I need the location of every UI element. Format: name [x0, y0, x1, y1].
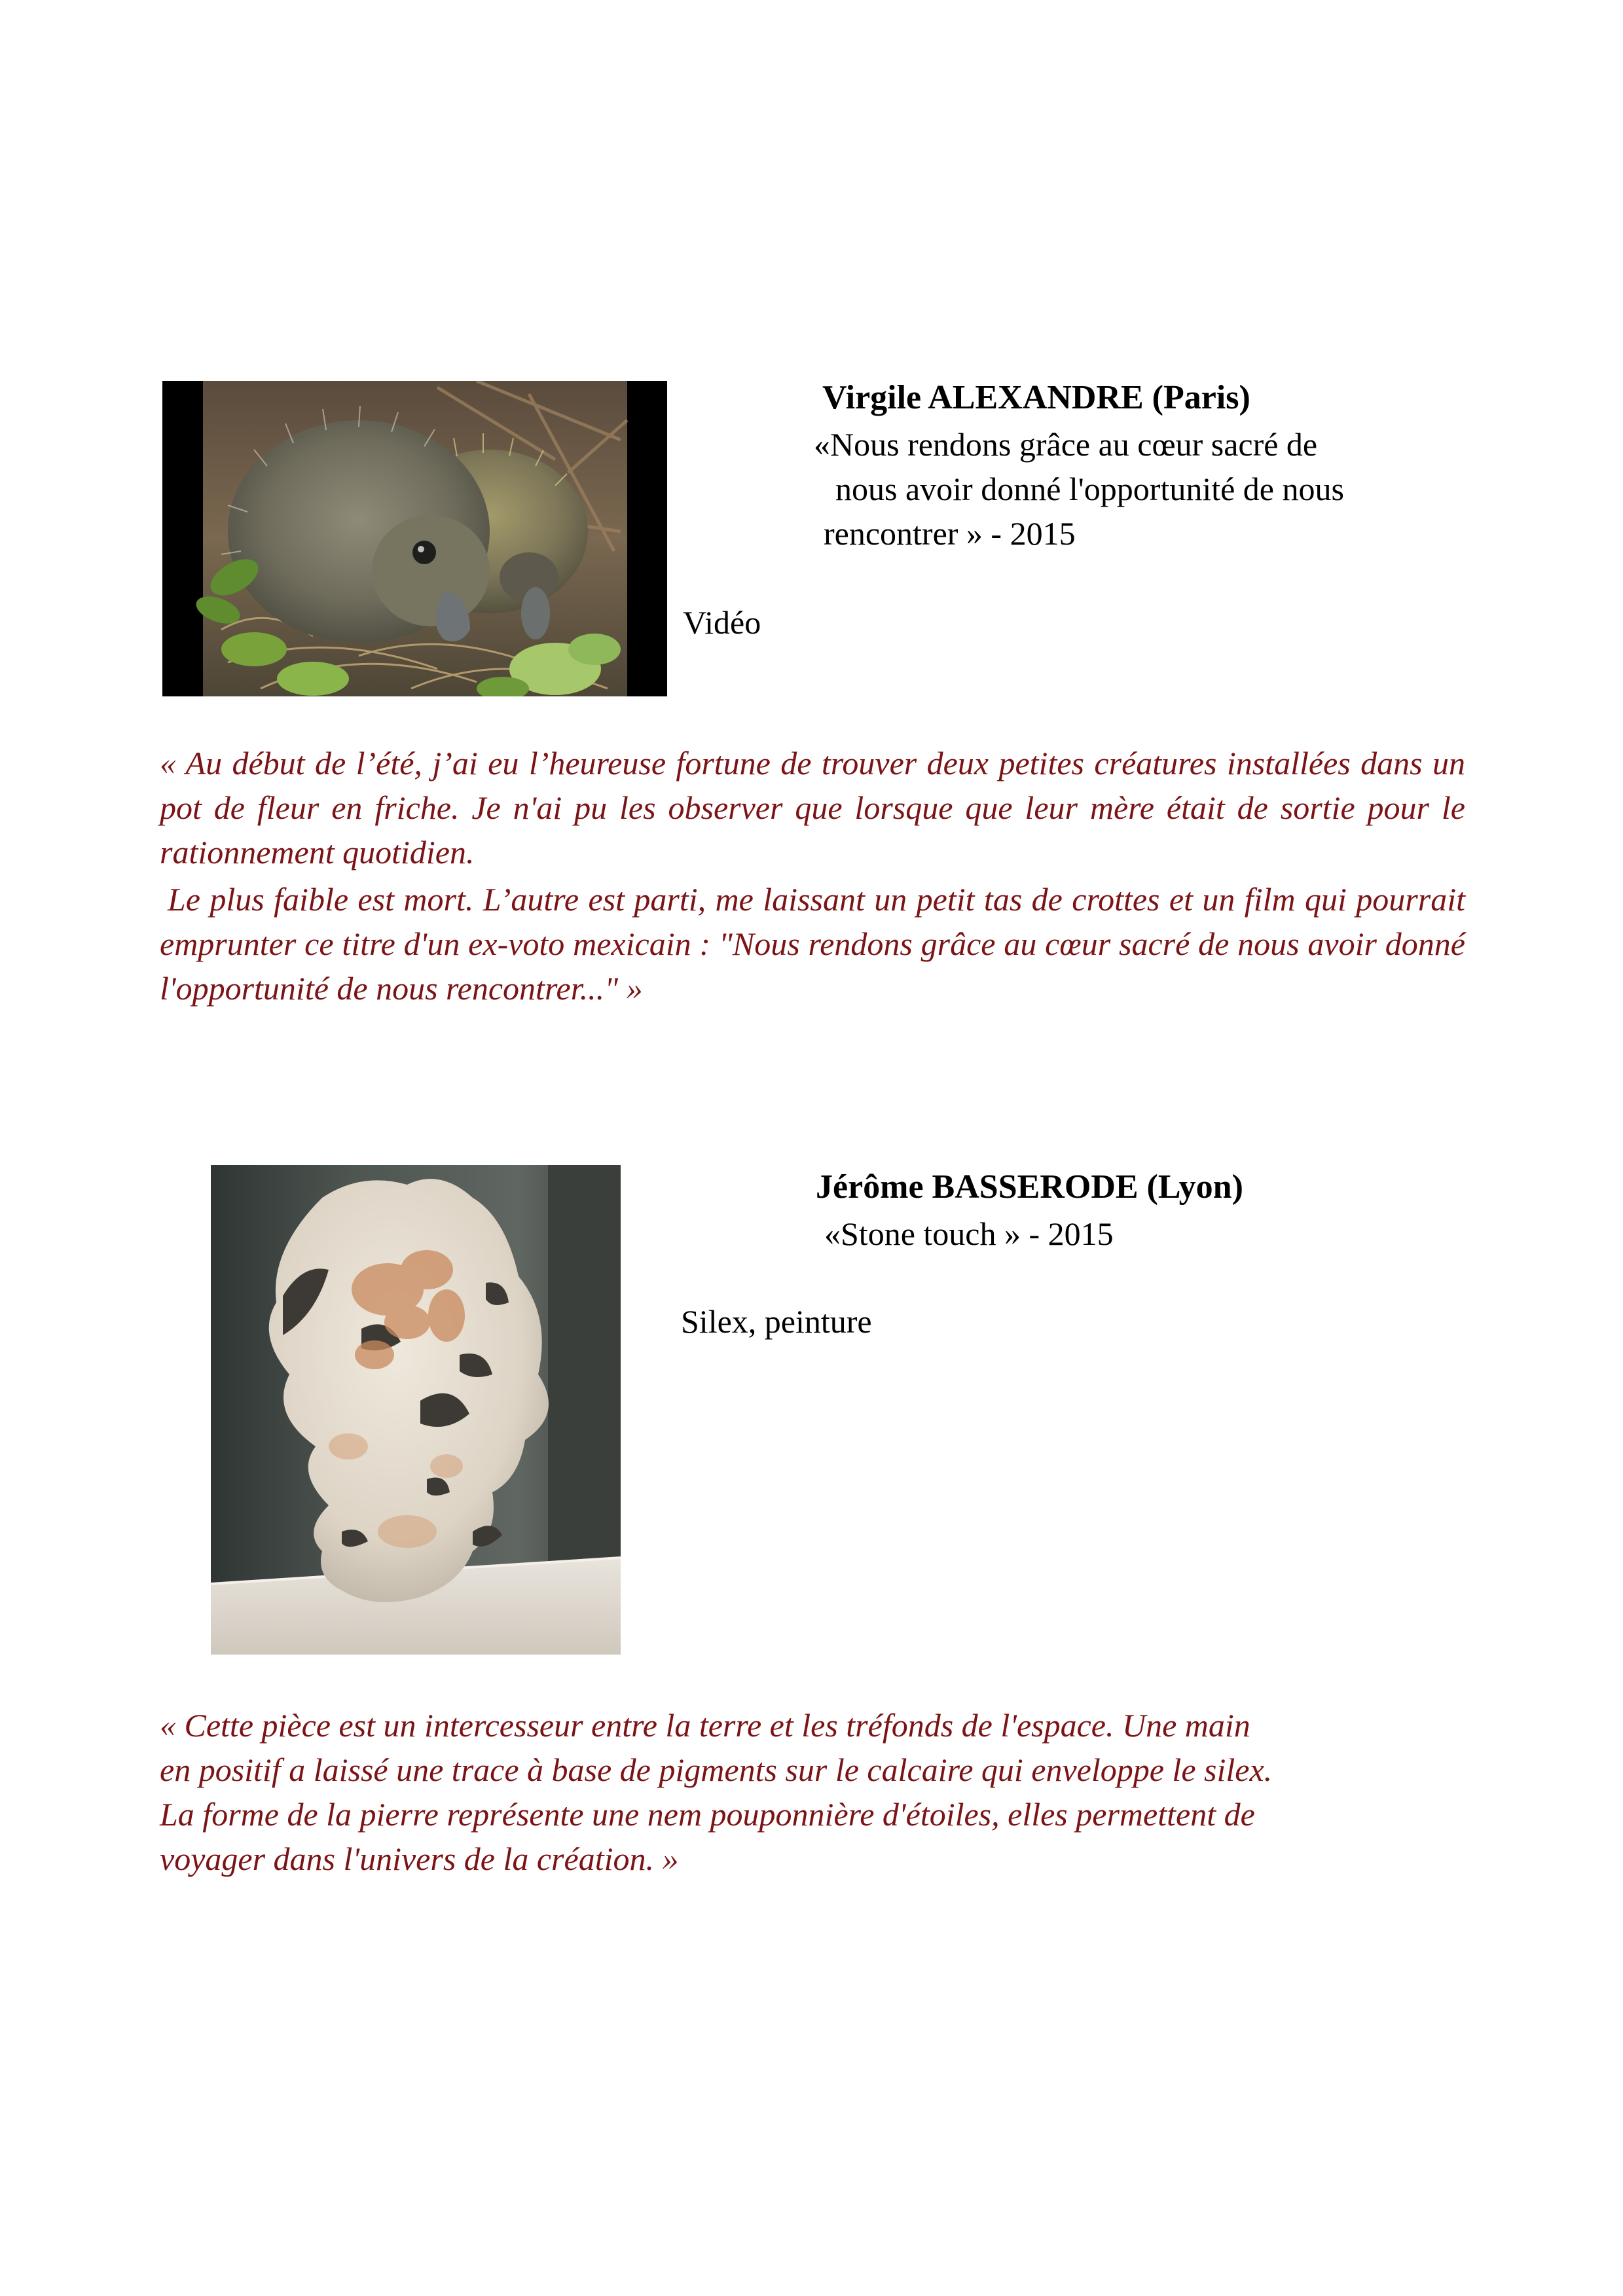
work-title-line-2: nous avoir donné l'opportunité de nous	[835, 471, 1344, 507]
statement-paragraph-2: Le plus faible est mort. L’autre est parti, me laissant un petit tas de crottes et un film qui pourrait emprunter ce titre d'un ex-voto mexicain : "Nous rendons grâce au cœur sacré de nous avoir donné l'opportunité de nous rencontrer..." »	[160, 881, 1465, 1007]
flint-sculpture-photo	[211, 1165, 621, 1655]
work-title-stone-touch: «Stone touch » - 2015	[824, 1215, 1114, 1252]
work-medium-silex: Silex, peinture	[681, 1303, 872, 1340]
artist-statement-basserode	[160, 1703, 1502, 1881]
artist-statement-alexandre	[160, 741, 1465, 1011]
work-title-line-3: rencontrer » - 2015	[824, 515, 1076, 552]
work-medium-video: Vidéo	[683, 604, 761, 641]
statement-line-3: La forme de la pierre représente une nem pouponnière d'étoiles, elles permettent de	[160, 1796, 1255, 1833]
statement-paragraph-1: « Au début de l’été, j’ai eu l’heureuse fortune de trouver deux petites créatures installées dans un pot de fleur en friche. Je n'ai pu les observer que lorsque que leur mère était de sortie pour le rationnement quotidien.	[160, 745, 1465, 870]
pigeon-chicks-video-still	[162, 381, 667, 696]
work-title-line-1: «Nous rendons grâce au cœur sacré de	[814, 426, 1318, 463]
statement-line-2: en positif a laissé une trace à base de pigments sur le calcaire qui enveloppe le silex.	[160, 1751, 1273, 1788]
statement-line-4: voyager dans l'univers de la création. »	[160, 1840, 679, 1877]
artist-name-basserode: Jérôme BASSERODE (Lyon)	[816, 1168, 1243, 1206]
artist-name-alexandre: Virgile ALEXANDRE (Paris)	[822, 379, 1250, 416]
statement-line-1: « Cette pièce est un intercesseur entre la terre et les tréfonds de l'espace. Une main	[160, 1707, 1250, 1744]
